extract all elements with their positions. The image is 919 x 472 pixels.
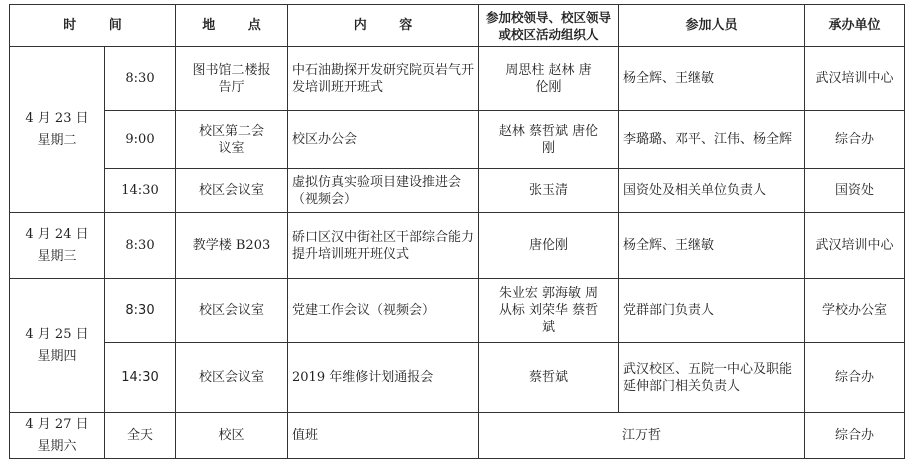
weekday-label: 星期二 <box>37 132 77 148</box>
table-row <box>10 213 905 279</box>
organizer-cell: 武汉培训中心 <box>805 47 905 111</box>
header-row <box>10 5 905 47</box>
place-cell: 校区 <box>176 413 288 459</box>
time-cell: 8:30 <box>105 213 176 279</box>
date-label: 4 月 24 日 <box>25 226 89 242</box>
participants-cell: 武汉校区、五院一中心及职能延伸部门相关负责人 <box>619 343 805 413</box>
leaders-cell: 唐伦刚 <box>479 213 619 279</box>
place-cell: 图书馆二楼报告厅 <box>176 47 288 111</box>
organizer-cell: 学校办公室 <box>805 279 905 343</box>
organizer-cell: 国资处 <box>805 169 905 213</box>
weekday-label: 星期四 <box>37 348 77 364</box>
date-label: 4 月 27 日 <box>25 416 89 432</box>
place-cell: 校区第二会议室 <box>176 111 288 169</box>
table-row <box>10 169 905 213</box>
time-cell: 8:30 <box>105 47 176 111</box>
participants-cell: 国资处及相关单位负责人 <box>619 169 805 213</box>
content-cell: 硚口区汉中街社区干部综合能力提升培训班开班仪式 <box>288 213 479 279</box>
duty-cell: 江万哲 <box>479 413 805 459</box>
weekday-label: 星期六 <box>37 438 77 454</box>
organizer-cell: 综合办 <box>805 343 905 413</box>
organizer-cell: 武汉培训中心 <box>805 213 905 279</box>
table-row <box>10 343 905 413</box>
participants-cell: 杨全辉、王继敏 <box>619 213 805 279</box>
content-cell: 值班 <box>288 413 479 459</box>
header-content: 内 容 <box>288 5 479 47</box>
time-cell: 14:30 <box>105 343 176 413</box>
participants-cell: 党群部门负责人 <box>619 279 805 343</box>
date-label: 4 月 25 日 <box>25 326 89 342</box>
place-cell: 教学楼 B203 <box>176 213 288 279</box>
header-leaders: 参加校领导、校区领导或校区活动组织人 <box>479 5 619 47</box>
content-cell: 党建工作会议（视频会） <box>288 279 479 343</box>
participants-cell: 李璐璐、邓平、江伟、杨全辉 <box>619 111 805 169</box>
leaders-cell: 张玉清 <box>479 169 619 213</box>
table-row <box>10 111 905 169</box>
leaders-cell: 周思柱 赵林 唐伦刚 <box>479 47 619 111</box>
place-cell: 校区会议室 <box>176 343 288 413</box>
content-cell: 中石油勘探开发研究院页岩气开发培训班开班式 <box>288 47 479 111</box>
leaders-cell: 朱业宏 郭海敏 周从标 刘荣华 蔡哲斌 <box>479 279 619 343</box>
content-cell: 2019 年维修计划通报会 <box>288 343 479 413</box>
time-cell: 8:30 <box>105 279 176 343</box>
time-cell: 全天 <box>105 413 176 459</box>
date-cell <box>10 47 105 213</box>
content-cell: 校区办公会 <box>288 111 479 169</box>
participants-cell: 杨全辉、王继敏 <box>619 47 805 111</box>
place-cell: 校区会议室 <box>176 279 288 343</box>
place-cell: 校区会议室 <box>176 169 288 213</box>
date-cell <box>10 413 105 459</box>
date-label: 4 月 23 日 <box>25 110 89 126</box>
leaders-cell: 蔡哲斌 <box>479 343 619 413</box>
weekday-label: 星期三 <box>37 248 77 264</box>
date-cell <box>10 213 105 279</box>
date-cell <box>10 279 105 413</box>
table-row <box>10 279 905 343</box>
table-row <box>10 413 905 459</box>
weekly-schedule-table <box>9 4 905 459</box>
time-cell: 9:00 <box>105 111 176 169</box>
content-cell: 虚拟仿真实验项目建设推进会（视频会） <box>288 169 479 213</box>
table-row <box>10 47 905 111</box>
time-cell: 14:30 <box>105 169 176 213</box>
header-place: 地 点 <box>176 5 288 47</box>
organizer-cell: 综合办 <box>805 413 905 459</box>
header-participants: 参加人员 <box>619 5 805 47</box>
schedule-wrapper <box>9 4 905 459</box>
organizer-cell: 综合办 <box>805 111 905 169</box>
leaders-cell: 赵林 蔡哲斌 唐伦刚 <box>479 111 619 169</box>
header-time: 时 间 <box>10 5 176 47</box>
header-organizer: 承办单位 <box>805 5 905 47</box>
